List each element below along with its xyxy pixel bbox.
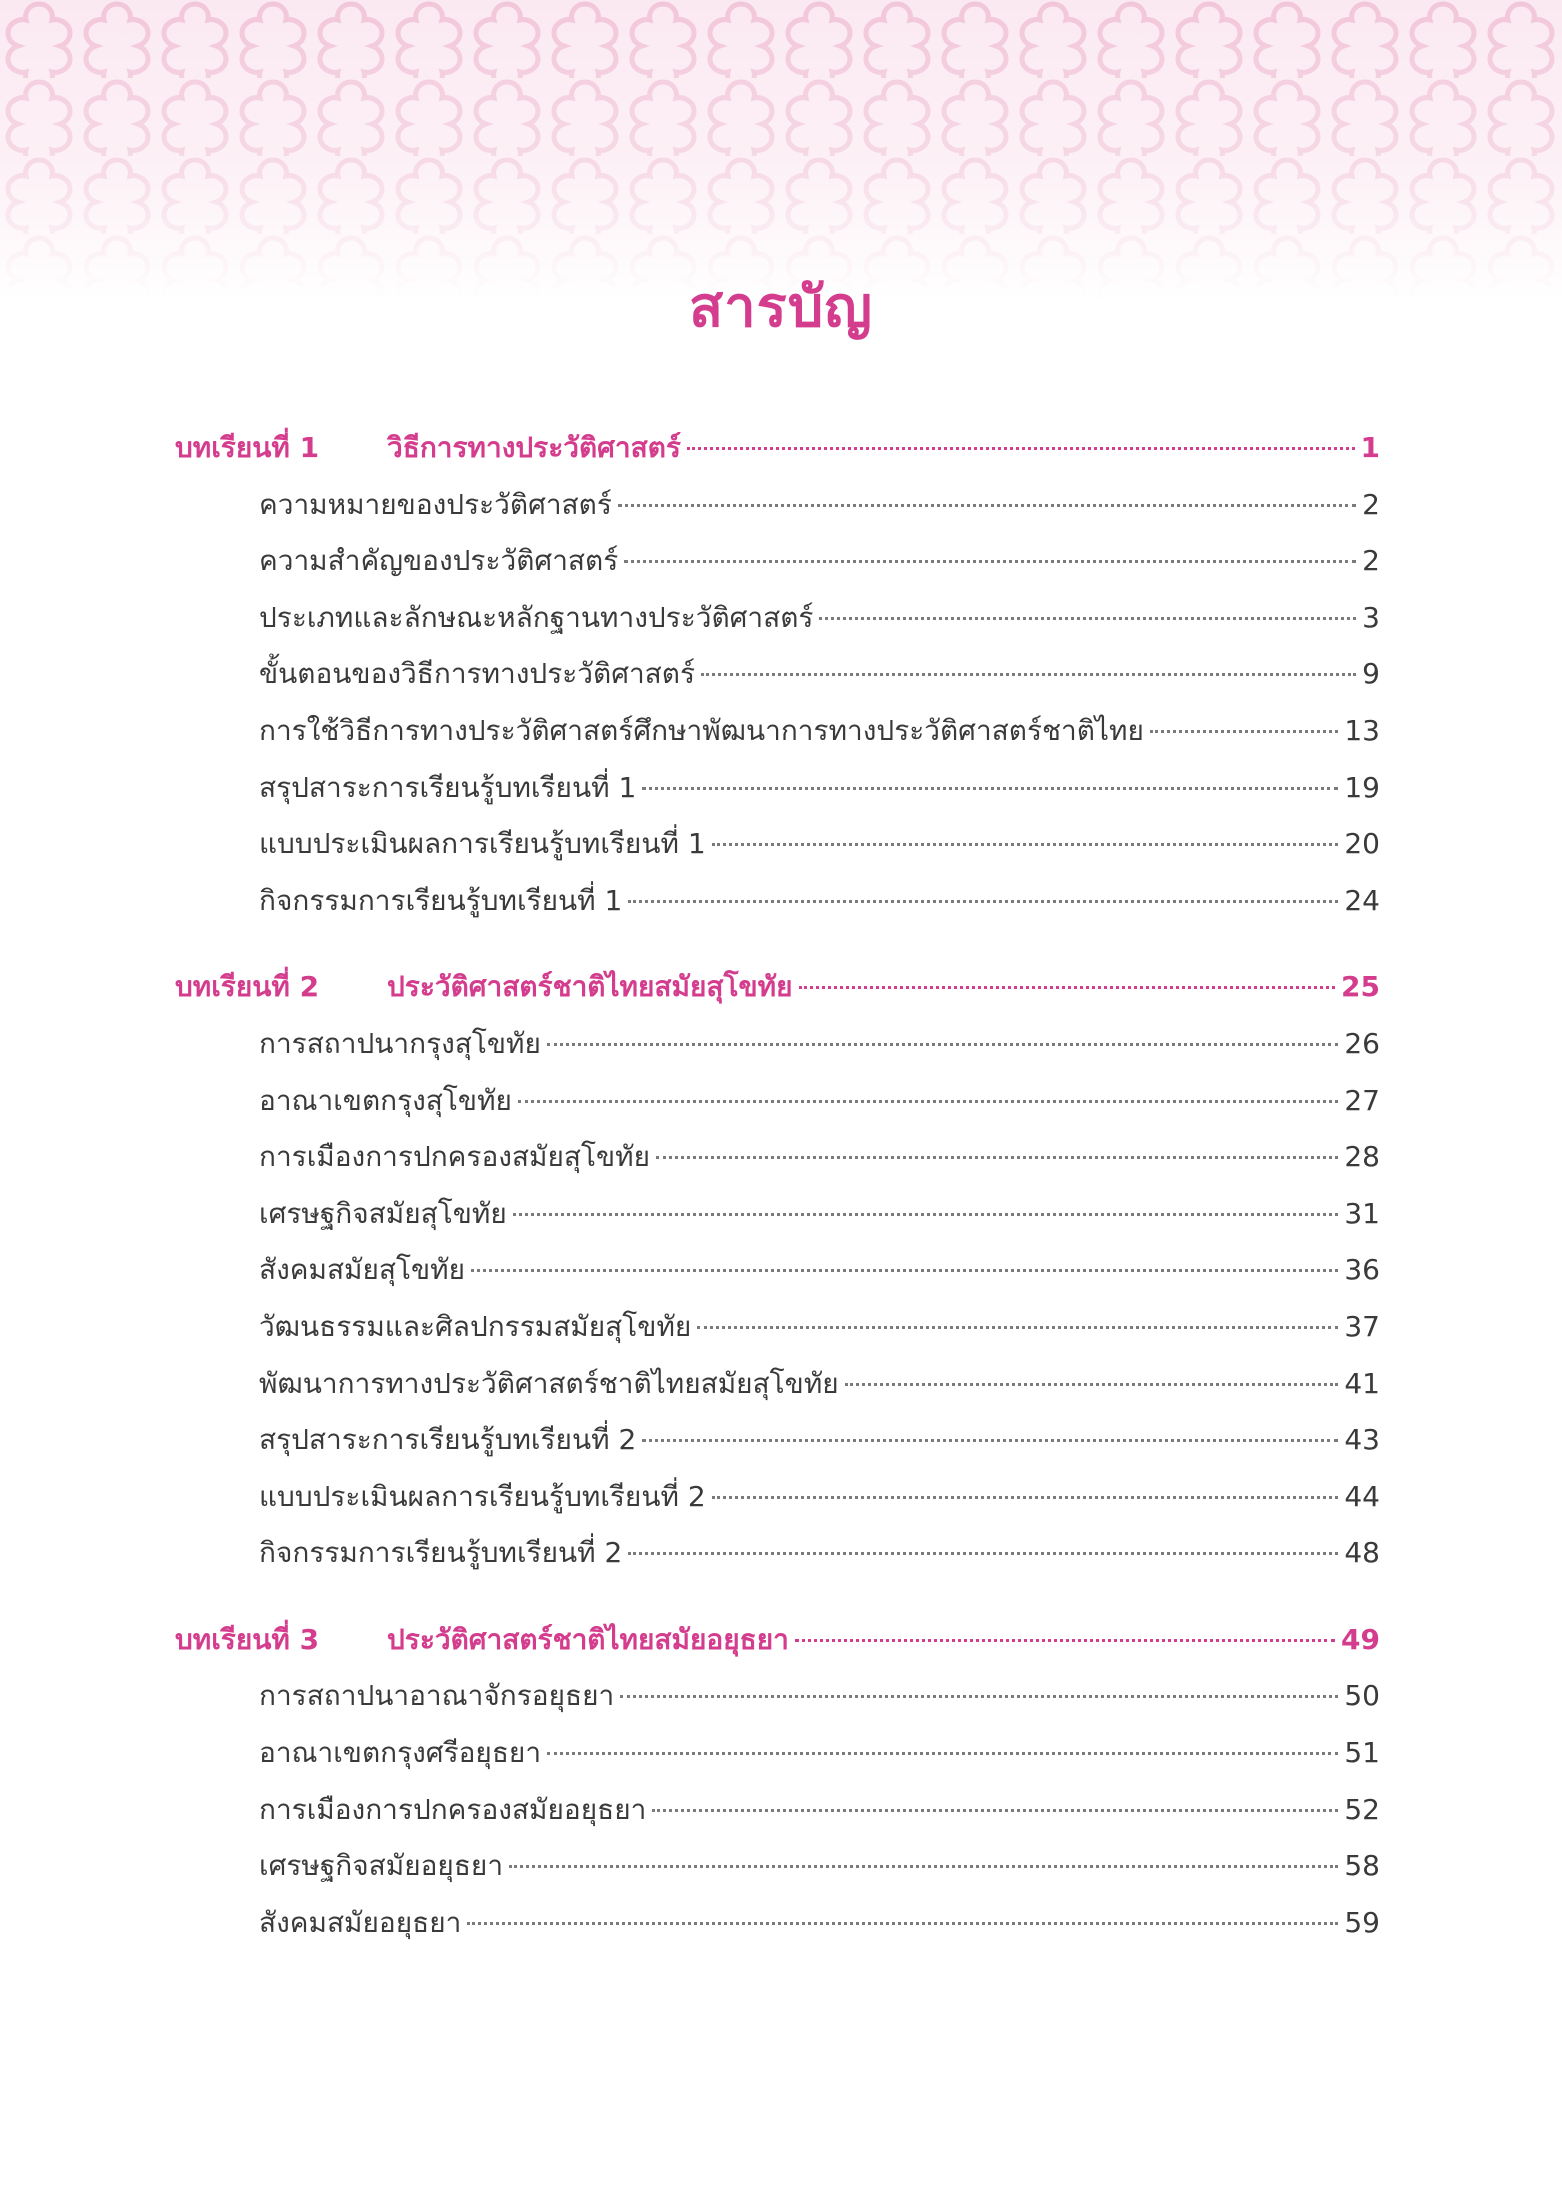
dot-leader [509, 1865, 1338, 1868]
toc-entry[interactable] [175, 1668, 1380, 1725]
dot-leader [656, 1156, 1338, 1159]
page-number: 24 [1344, 883, 1380, 917]
page-number: 49 [1341, 1622, 1380, 1656]
entry-label: กิจกรรมการเรียนรู้บทเรียนที่ 1 [259, 883, 623, 917]
dot-leader [628, 1552, 1338, 1555]
chapter-number: บทเรียนที่ 1 [175, 431, 320, 464]
toc-chapter-heading[interactable] [175, 420, 1380, 477]
dot-leader [471, 1269, 1338, 1272]
page-number: 52 [1344, 1792, 1380, 1826]
page-number: 2 [1362, 487, 1380, 521]
page-number: 48 [1344, 1536, 1380, 1570]
entry-label: สังคมสมัยสุโขทัย [259, 1253, 466, 1287]
dot-leader [642, 787, 1338, 790]
toc-entry[interactable] [175, 703, 1380, 760]
toc-entry[interactable] [175, 646, 1380, 703]
chapter-number: บทเรียนที่ 2 [175, 970, 320, 1004]
entry-label: พัฒนาการทางประวัติศาสตร์ชาติไทยสมัยสุโขทัย [259, 1366, 839, 1400]
page-number: 44 [1344, 1479, 1380, 1513]
toc-entry[interactable] [175, 816, 1380, 873]
toc-entry[interactable] [175, 1782, 1380, 1839]
toc-chapter-3 [175, 1612, 1380, 1952]
toc-entry[interactable] [175, 1525, 1380, 1582]
page-number: 2 [1362, 544, 1380, 578]
toc-chapter-2 [175, 959, 1380, 1582]
toc-entry[interactable] [175, 1356, 1380, 1413]
chapter-title: ประวัติศาสตร์ชาติไทยสมัยสุโขทัย [387, 970, 793, 1004]
toc-entry[interactable] [175, 590, 1380, 647]
page-number: 1 [1360, 431, 1380, 464]
toc-entry[interactable] [175, 1016, 1380, 1073]
page-number: 50 [1344, 1679, 1380, 1713]
page-number: 9 [1362, 657, 1380, 691]
dot-leader [795, 1639, 1335, 1642]
toc-entry[interactable] [175, 1895, 1380, 1952]
page-number: 26 [1344, 1026, 1380, 1060]
toc-chapter-heading[interactable] [175, 959, 1380, 1016]
entry-label: กิจกรรมการเรียนรู้บทเรียนที่ 2 [259, 1536, 623, 1570]
chapter-title: วิธีการทางประวัติศาสตร์ [387, 431, 681, 464]
entry-label: การเมืองการปกครองสมัยอยุธยา [259, 1792, 647, 1826]
dot-leader [628, 900, 1338, 903]
entry-label: ประเภทและลักษณะหลักฐานทางประวัติศาสตร์ [259, 600, 814, 634]
entry-label: การสถาปนากรุงสุโขทัย [259, 1026, 541, 1060]
entry-label: การเมืองการปกครองสมัยสุโขทัย [259, 1140, 651, 1174]
page-number: 59 [1344, 1905, 1380, 1939]
dot-leader [620, 1695, 1338, 1698]
toc-entry[interactable] [175, 1412, 1380, 1469]
toc-entry[interactable] [175, 1725, 1380, 1782]
dot-leader [642, 1439, 1338, 1442]
entry-label: แบบประเมินผลการเรียนรู้บทเรียนที่ 1 [259, 827, 706, 861]
page-number: 25 [1341, 970, 1380, 1004]
entry-label: ขั้นตอนของวิธีการทางประวัติศาสตร์ [259, 657, 695, 691]
dot-leader [799, 986, 1336, 989]
dot-leader [518, 1100, 1338, 1103]
decorative-header-banner [0, 0, 1562, 300]
chapter-title: ประวัติศาสตร์ชาติไทยสมัยอยุธยา [387, 1622, 789, 1656]
dot-leader [624, 560, 1356, 563]
page-number: 41 [1344, 1366, 1380, 1400]
page-number: 31 [1344, 1196, 1380, 1230]
chapter-number: บทเรียนที่ 3 [175, 1622, 320, 1656]
entry-label: เศรษฐกิจสมัยสุโขทัย [259, 1196, 507, 1230]
page-number: 36 [1344, 1253, 1380, 1287]
toc-entry[interactable] [175, 1186, 1380, 1243]
dot-leader [467, 1922, 1338, 1925]
toc-entry[interactable] [175, 1129, 1380, 1186]
page-number: 3 [1362, 600, 1380, 634]
page-title: สารบัญ [689, 275, 873, 340]
page-number: 58 [1344, 1849, 1380, 1883]
toc-entry[interactable] [175, 1242, 1380, 1299]
page-number: 28 [1344, 1140, 1380, 1174]
entry-label: การสถาปนาอาณาจักรอยุธยา [259, 1679, 615, 1713]
page-number: 19 [1344, 770, 1380, 804]
toc-entry[interactable] [175, 533, 1380, 590]
dot-leader [1150, 730, 1339, 733]
toc-entry[interactable] [175, 760, 1380, 817]
dot-leader [687, 447, 1355, 450]
dot-leader [712, 1496, 1339, 1499]
entry-label: แบบประเมินผลการเรียนรู้บทเรียนที่ 2 [259, 1479, 706, 1513]
page-number: 20 [1344, 827, 1380, 861]
page-number: 13 [1344, 713, 1380, 747]
entry-label: การใช้วิธีการทางประวัติศาสตร์ศึกษาพัฒนาการทางประวัติศาสตร์ชาติไทย [259, 713, 1144, 747]
entry-label: ความสำคัญของประวัติศาสตร์ [259, 544, 619, 578]
quatrefoil-pattern [0, 0, 1562, 300]
entry-label: เศรษฐกิจสมัยอยุธยา [259, 1849, 504, 1883]
entry-label: สรุปสาระการเรียนรู้บทเรียนที่ 1 [259, 770, 637, 804]
page-number: 27 [1344, 1083, 1380, 1117]
dot-leader [845, 1383, 1339, 1386]
dot-leader [697, 1326, 1338, 1329]
entry-label: วัฒนธรรมและศิลปกรรมสมัยสุโขทัย [259, 1309, 692, 1343]
dot-leader [712, 843, 1339, 846]
dot-leader [819, 617, 1356, 620]
table-of-contents [175, 420, 1380, 1981]
dot-leader [652, 1809, 1338, 1812]
entry-label: อาณาเขตกรุงสุโขทัย [259, 1083, 512, 1117]
entry-label: สังคมสมัยอยุธยา [259, 1905, 462, 1939]
toc-entry[interactable] [175, 1469, 1380, 1526]
toc-chapter-1 [175, 420, 1380, 929]
dot-leader [701, 673, 1356, 676]
toc-entry[interactable] [175, 1299, 1380, 1356]
dot-leader [547, 1043, 1338, 1046]
entry-label: ความหมายของประวัติศาสตร์ [259, 487, 612, 521]
dot-leader [513, 1213, 1339, 1216]
toc-entry[interactable] [175, 1838, 1380, 1895]
entry-label: อาณาเขตกรุงศรีอยุธยา [259, 1736, 542, 1770]
dot-leader [618, 504, 1356, 507]
page-number: 43 [1344, 1423, 1380, 1457]
page-number: 51 [1344, 1736, 1380, 1770]
toc-entry[interactable] [175, 1073, 1380, 1130]
page-number: 37 [1344, 1309, 1380, 1343]
dot-leader [547, 1752, 1338, 1755]
toc-chapter-heading[interactable] [175, 1612, 1380, 1669]
toc-entry[interactable] [175, 477, 1380, 534]
entry-label: สรุปสาระการเรียนรู้บทเรียนที่ 2 [259, 1423, 637, 1457]
toc-entry[interactable] [175, 873, 1380, 930]
